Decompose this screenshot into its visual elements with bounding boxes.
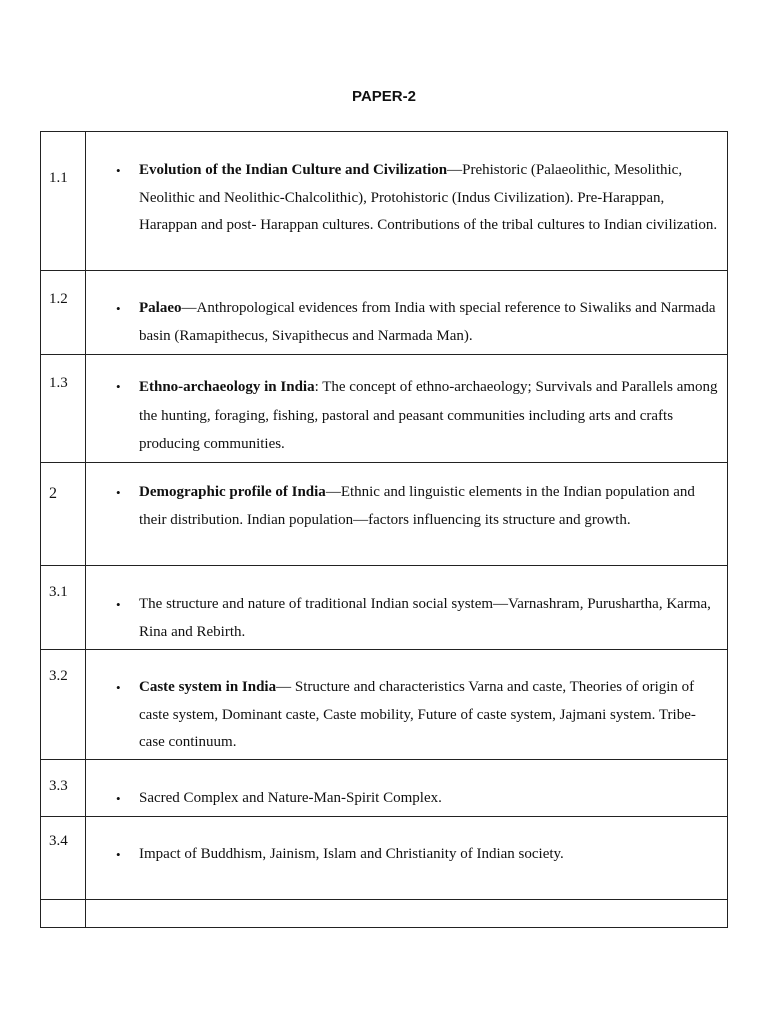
- table-row: [41, 271, 728, 355]
- row-number: 1.3: [41, 355, 86, 463]
- list-item: [86, 841, 719, 869]
- row-number: 1.1: [41, 132, 86, 271]
- row-number: 1.2: [41, 271, 86, 355]
- topic-text: Sacred Complex and Nature-Man-Spirit Complex.: [139, 790, 442, 806]
- topic-heading: Palaeo: [139, 300, 182, 316]
- table-row: [41, 355, 728, 463]
- bullet-icon: •: [116, 597, 121, 612]
- table-row: [41, 566, 728, 650]
- topic-text: — Structure and characteristics Varna and caste, Theories of origin of caste system, Dominant caste, Caste mobility, Future of caste system, Jajmani system. Tribe-case continuum.: [139, 679, 696, 750]
- topic-text: —Prehistoric (Palaeolithic, Mesolithic, Neolithic and Neolithic-Chalcolithic), Protohistoric (Indus Civilization). Pre-Harappan, Harappan and post- Harappan cultures. Contributions of the tribal cultures to Indian civilization.: [139, 162, 718, 233]
- list-item: [86, 674, 719, 757]
- table-row: [41, 132, 728, 271]
- topic-heading: Caste system in India: [139, 679, 277, 695]
- list-item: [86, 591, 719, 646]
- table-row: [41, 760, 728, 817]
- row-content: [86, 900, 728, 928]
- topic-text: The structure and nature of traditional Indian social system—Varnashram, Purushartha, Karma, Rina and Rebirth.: [139, 596, 711, 640]
- row-content: [86, 650, 728, 760]
- topic-heading: Demographic profile of India: [139, 484, 326, 500]
- row-number: 3.2: [41, 650, 86, 760]
- page-title: PAPER-2: [352, 88, 416, 105]
- bullet-icon: •: [116, 791, 121, 806]
- bullet-icon: •: [116, 847, 121, 862]
- topic-text: —Ethnic and linguistic elements in the Indian population and their distribution. Indian population—factors influencing its structure and growth.: [139, 484, 695, 528]
- topic-heading: Ethno-archaeology in India: [139, 379, 315, 395]
- row-number: 3.4: [41, 817, 86, 900]
- row-number: [41, 900, 86, 928]
- topic-text: : The concept of ethno-archaeology; Survivals and Parallels among the hunting, foraging, fishing, pastoral and peasant communities including arts and crafts producing communities.: [139, 379, 718, 452]
- topic-heading: Evolution of the Indian Culture and Civilization: [139, 162, 448, 178]
- row-content: [86, 760, 728, 817]
- table-row: [41, 463, 728, 566]
- table-row: [41, 650, 728, 760]
- bullet-icon: •: [116, 379, 121, 394]
- bullet-icon: •: [116, 680, 121, 695]
- row-content: [86, 566, 728, 650]
- row-content: [86, 271, 728, 355]
- row-content: [86, 817, 728, 900]
- list-item: [86, 295, 719, 350]
- list-item: [86, 157, 719, 240]
- topic-text: —Anthropological evidences from India with special reference to Siwaliks and Narmada basin (Ramapithecus, Sivapithecus and Narmada Man).: [139, 300, 716, 344]
- row-content: [86, 463, 728, 566]
- row-content: [86, 355, 728, 463]
- row-number: 3.3: [41, 760, 86, 817]
- topic-text: Impact of Buddhism, Jainism, Islam and Christianity of Indian society.: [139, 846, 564, 862]
- list-item: [86, 373, 719, 459]
- table-row: [41, 900, 728, 928]
- row-number: 2: [41, 463, 86, 566]
- bullet-icon: •: [116, 163, 121, 178]
- bullet-icon: •: [116, 485, 121, 500]
- row-number: 3.1: [41, 566, 86, 650]
- list-item: [86, 479, 719, 534]
- row-content: [86, 132, 728, 271]
- table-row: [41, 817, 728, 900]
- list-item: [86, 785, 719, 813]
- syllabus-table: [40, 131, 728, 928]
- bullet-icon: •: [116, 301, 121, 316]
